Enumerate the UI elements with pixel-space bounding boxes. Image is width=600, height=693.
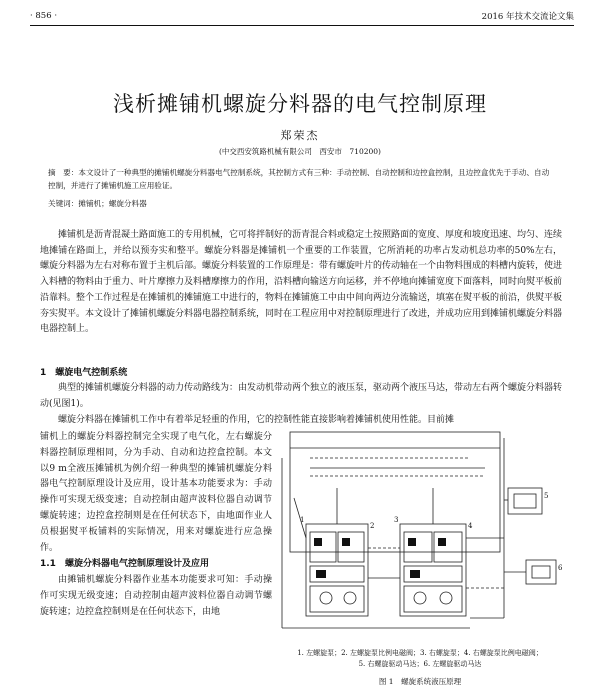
header-rule xyxy=(30,25,574,26)
figure-label-1: 1 xyxy=(300,516,305,524)
running-header xyxy=(30,9,574,23)
affiliation: (中交西安筑路机械有限公司 西安市 710200) xyxy=(219,147,381,156)
figure-title: 图 1 螺旋系统液压原理 xyxy=(378,677,462,686)
figure-label-5: 5 xyxy=(544,492,549,500)
section-1-paragraph-2: 螺旋分料器在摊铺机工作中有着举足轻重的作用，它的控制性能直接影响着摊铺机使用性能。目前摊 xyxy=(58,415,455,425)
pump-fill-4 xyxy=(438,538,446,546)
page-number: · 856 · xyxy=(30,11,58,21)
abstract: 摘 要：本文设计了一种典型的摊铺机螺旋分料器电气控制系统，其控制方式有三种：手动控制、自动控制和边控盒控制，且边控盒优先于手动、自动控制，并进行了摊铺机施工应用验证。 xyxy=(48,168,550,190)
collection-title: 2016 年技术交流论文集 xyxy=(481,12,574,22)
figure-label-4: 4 xyxy=(468,522,473,530)
subsection-1-1-text: 由摊铺机螺旋分料器作业基本功能要求可知：手动操作可实现无级变速；自动控制由超声波料位器自动调节螺旋转速；边控盒控制则是在任何状态下，由地 xyxy=(40,575,272,617)
pump-fill-1 xyxy=(314,538,322,546)
section-1-paragraph-1: 典型的摊铺机螺旋分料器的动力传动路线为：由发动机带动两个独立的液压泵，驱动两个液压马达，带动左右两个螺旋分料器转动(见图1)。 xyxy=(40,383,563,409)
keywords: 关键词：摊铺机；螺旋分料器 xyxy=(48,199,147,208)
figure-label-3: 3 xyxy=(394,516,399,524)
figure-caption-line-1: 1. 左螺旋泵；2. 左螺旋泵比例电磁阀；3. 右螺旋泵；4. 右螺旋泵比例电磁阀； xyxy=(297,649,543,657)
left-column xyxy=(40,430,272,621)
intro-paragraph: 摊铺机是沥青混凝土路面施工的专用机械，它可将拌制好的沥青混合料或稳定土按照路面的宽度、厚度和坡度迅速、均匀、连续地摊铺在路面上，并给以预夯实和整平。螺旋分料器是摊铺机一个重要的工作装置，它所消耗的功率占发动机总功率的50%左右，螺旋分料器为左右对称布置于主机后部。螺旋分料装置的工作原理是：带有螺旋叶片的传动轴在一个由物料围成的料槽内旋转，使进入料槽的物料由于重力、叶片摩擦力及料槽摩擦力的作用，沿料槽向输送方向运移，并不停地向摊铺宽度下面落料，同时向熨平板前沿靠料。整个工作过程是在摊铺机的摊铺施工中进行的，物料在摊铺施工中由中间向两边分流输送，填塞在熨平板的前沿，供熨平板夯实熨平。本文设计了摊铺机螺旋分料器电器控制系统，同时在工程应用中对控制原理进行了改进，并成功应用到摊铺机螺旋分料器电器控制上。 xyxy=(40,230,563,335)
left-pump-block xyxy=(306,524,368,616)
pump-fill-2 xyxy=(342,538,350,546)
figure-label-6: 6 xyxy=(558,564,563,572)
subsection-1-1-heading: 1.1 螺旋分料器电气控制原理设计及应用 xyxy=(40,559,209,570)
circuit-frame-top xyxy=(290,432,500,552)
author: 郑荣杰 xyxy=(280,129,320,142)
left-column-text: 铺机上的螺旋分料器控制完全实现了电气化，左右螺旋分料器控制原理相同，分为手动、自动和边控盒控制。本文以9 m全液压摊铺机为例介绍一种典型的摊铺机螺旋分料器电气控制原理设计及应用，设计基本功能要求为：手动操作可实现无级变速；自动控制由超声波料位器自动调节螺旋转速；边控盒控制则是在任何状态下，由地面作业人员根据熨平板铺料的实际情况，用来对螺旋进行应急操作。 xyxy=(40,432,272,553)
pump-fill-3 xyxy=(408,538,416,546)
right-motor-block xyxy=(508,488,542,514)
section-1-heading: 1 螺旋电气控制系统 xyxy=(40,368,128,378)
figure-caption xyxy=(262,648,578,670)
pump-fill-6 xyxy=(410,570,420,578)
right-pump-block xyxy=(400,524,466,616)
pump-fill-5 xyxy=(316,570,326,578)
article-title: 浅析摊铺机螺旋分料器的电气控制原理 xyxy=(113,92,487,116)
left-motor-block xyxy=(526,560,556,584)
figure-caption-line-2: 5. 右螺旋驱动马达；6. 左螺旋驱动马达 xyxy=(358,660,482,668)
hydraulic-diagram xyxy=(270,428,566,656)
figure-label-2: 2 xyxy=(370,522,375,530)
